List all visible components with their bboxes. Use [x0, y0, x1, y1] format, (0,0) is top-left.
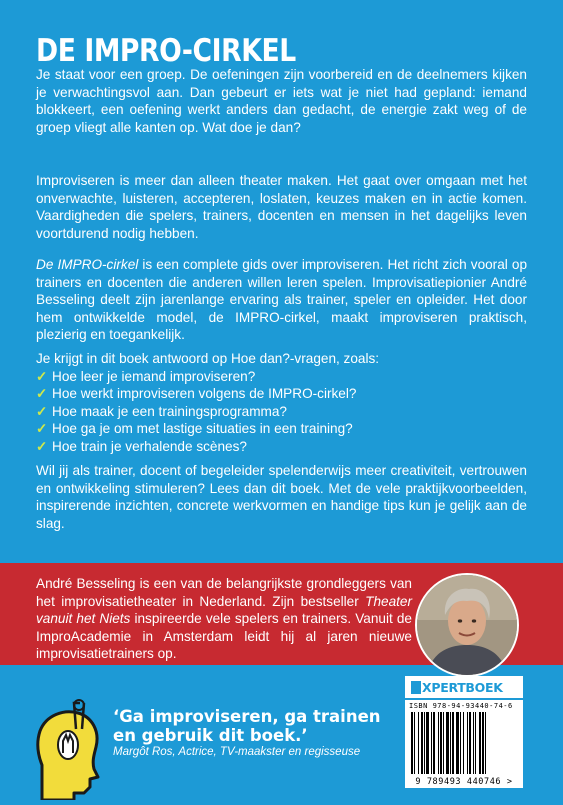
author-bestseller: Theater vanuit het Niets	[36, 593, 412, 627]
isbn-digits: 9 789493 440746 >	[415, 777, 513, 787]
second-text: Improviseren is meer dan alleen theater maken. Het gaat over omgaan met het onverwachte, luisteren, accepteren, loslaten, keuzes maken en in actie komen. Vaardigheden die spelers, trainers, docenten en mensen in het dagelijks leven voortdurend nodig hebben.	[36, 173, 527, 241]
second-paragraph	[36, 172, 527, 242]
question-list	[36, 368, 527, 456]
checkmark-icon: ✓	[36, 421, 48, 437]
closing-text: Wil jij als trainer, docent of begeleider spelenderwijs meer creativiteit, vertrouwen en ontwikkeling stimuleren? Lees dan dit boek. Met de vele praktijkvoorbeelden, inspirerende inzichten, concrete werkvormen en handige tips kun je gelijk aan de slag.	[36, 463, 527, 531]
checkmark-icon: ✓	[36, 438, 48, 454]
question-text: Hoe maak je een trainingsprogramma?	[52, 403, 287, 419]
isbn-label: ISBN 978-94-93440-74-6	[409, 702, 513, 710]
questions-block	[36, 350, 527, 456]
lightbulb-head-icon	[34, 695, 102, 805]
third-paragraph	[36, 256, 527, 344]
list-item	[36, 438, 527, 456]
quote-attribution: Margôt Ros, Actrice, TV-maakster en regisseuse	[113, 746, 361, 758]
checkmark-icon: ✓	[36, 403, 48, 419]
book-title-inline: De IMPRO-cirkel	[36, 257, 139, 272]
question-text: Hoe ga je om met lastige situaties in een training?	[52, 421, 353, 437]
question-text: Hoe leer je iemand improviseren?	[52, 368, 256, 384]
barcode-bars	[411, 712, 517, 774]
question-text: Hoe werkt improviseren volgens de IMPRO-cirkel?	[52, 386, 357, 402]
author-bio	[36, 575, 412, 663]
publisher-name: XPERTBOEK	[422, 679, 503, 695]
third-text-rest: is een complete gids over improviseren. Het richt zich vooral op trainers en docenten die anderen willen leren spelen. Improvisatiepionier André Besseling deelt zijn jarenlange ervaring als trainer, speler en opleider. Het door hem ontwikkelde model, de IMPRO-cirkel, maakt improviseren praktisch, plezierig en toegankelijk.	[36, 257, 528, 343]
closing-paragraph	[36, 462, 527, 532]
book-title: DE IMPRO-CIRKEL	[36, 33, 296, 69]
checkmark-icon: ✓	[36, 386, 48, 402]
checkmark-icon: ✓	[36, 368, 48, 384]
quote-line: en gebruik dit boek.’	[113, 726, 308, 745]
barcode	[405, 700, 523, 788]
questions-intro: Je krijgt in dit boek antwoord op Hoe dan?-vragen, zoals:	[36, 351, 380, 366]
list-item	[36, 420, 527, 438]
intro-paragraph	[36, 66, 527, 136]
list-item	[36, 385, 527, 403]
testimonial-quote	[113, 707, 381, 745]
third-text	[36, 256, 527, 344]
list-item	[36, 368, 527, 386]
publisher-logo	[405, 676, 523, 698]
quote-line: ‘Ga improviseren, ga trainen	[113, 707, 381, 726]
intro-text: Je staat voor een groep. De oefeningen zijn voorbereid en de deelnemers kijken je verwachtingsvol aan. Dan gebeurt er iets wat je niet had gepland: iemand blokkeert, een oefening werkt anders dan gedacht, de energie zakt weg of de groep vliegt alle kanten op. Wat doe je dan?	[36, 67, 527, 135]
question-text: Hoe train je verhalende scènes?	[52, 438, 247, 454]
author-photo	[415, 573, 519, 677]
list-item	[36, 403, 527, 421]
author-bio-start: André Besseling is een van de belangrijkste grondleggers van het improvisatietheater in Nederland. Zijn bestseller	[36, 576, 412, 609]
publisher-mark-icon	[411, 681, 421, 694]
author-bio-end: inspireerde vele spelers en trainers. Vanuit de ImproAcademie in Amsterdam leidt hij al jaren nieuwe improvisatietrainers op.	[36, 611, 412, 662]
